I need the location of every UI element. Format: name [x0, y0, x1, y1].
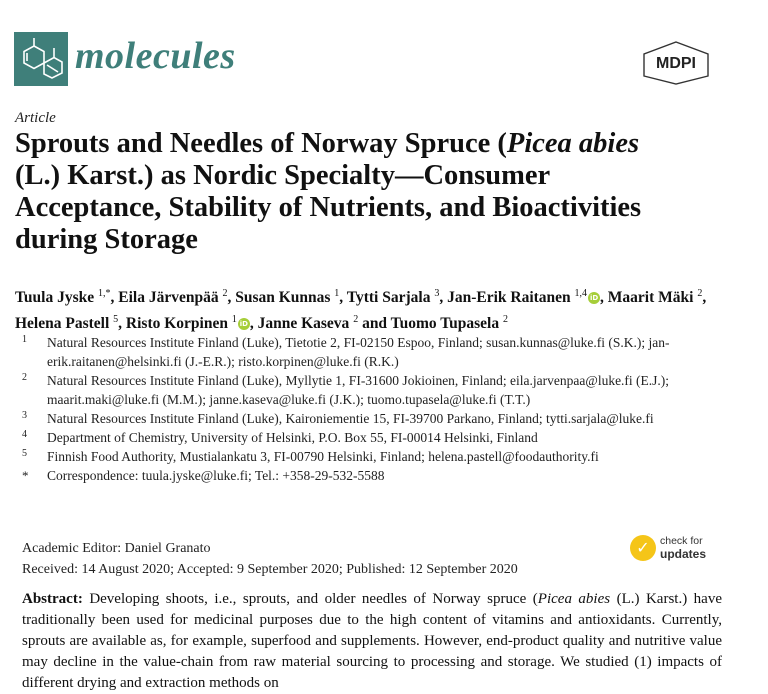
author-affiliation-ref: 1,4 [574, 288, 588, 299]
affiliation-text: Finnish Food Authority, Mustialankatu 3, FI-00790 Helsinki, Finland; helena.pastell@foodauthority.fi [47, 449, 599, 464]
author-affiliation-ref: 2 [502, 314, 508, 326]
check-icon: ✓ [630, 535, 656, 561]
author [447, 289, 600, 306]
author-affiliation-ref: 2 [353, 314, 359, 326]
author-name: Jan-Erik Raitanen [447, 289, 575, 307]
affiliation-item [22, 447, 742, 466]
affiliation-text: Natural Resources Institute Finland (Luke), Myllytie 1, FI-31600 Jokioinen, Finland; eila.jarvenpaa@luke.fi (E.J.); maarit.maki@luke.fi (M.M.); janne.kaseva@luke.fi (J.K.); tuomo.tupasela@luke.fi (T.T.) [47, 373, 670, 407]
title-species: Picea abies [506, 128, 640, 159]
author-affiliation-ref: 2 [222, 288, 228, 299]
abstract-text1: Developing shoots, i.e., sprouts, and older needles of Norway spruce ( [89, 591, 538, 607]
author-affiliation-ref: 3 [434, 288, 440, 299]
author [15, 315, 118, 332]
affiliation-item [22, 409, 742, 428]
author-name: Susan Kunnas [235, 289, 335, 307]
abstract-label: Abstract: [22, 591, 83, 607]
academic-editor: Academic Editor: Daniel Granato [22, 541, 211, 556]
affiliation-number: * [22, 468, 29, 483]
check-updates-line2: updates [660, 547, 707, 561]
title-part2: (L.) Karst.) as Nordic Specialty—Consumer Acceptance, Stability of Nutrients, and Bioactivities during Storage [15, 160, 642, 255]
author-conjunction: and [362, 315, 391, 333]
affiliation-item [22, 333, 742, 371]
title-part1: Sprouts and Needles of Norway Spruce ( [15, 128, 507, 159]
affiliation-item [22, 466, 742, 485]
check-updates-line1: check for [660, 535, 703, 547]
affiliation-text: Natural Resources Institute Finland (Luke), Kaironiementie 15, FI-39700 Parkano, Finland; tytti.sarjala@luke.fi [47, 411, 654, 426]
orcid-icon[interactable]: iD [239, 320, 248, 329]
affiliation-text: Department of Chemistry, University of Helsinki, P.O. Box 55, FI-00014 Helsinki, Finland [47, 430, 538, 445]
author-name: Maarit Mäki [607, 289, 698, 307]
author [15, 289, 111, 306]
affiliation-number: 4 [22, 429, 27, 440]
author-name: Tuula Jyske [15, 289, 98, 307]
affiliation-number: 1 [22, 334, 27, 345]
author-name: Tuomo Tupasela [390, 315, 503, 333]
author-name: Helena Pastell [15, 315, 114, 333]
orcid-icon[interactable]: iD [589, 294, 599, 303]
author-affiliation-ref: 1,* [98, 288, 111, 299]
author-affiliation-ref: 5 [113, 314, 119, 326]
author-name: Janne Kaseva [257, 315, 354, 333]
publication-dates: Received: 14 August 2020; Accepted: 9 September 2020; Published: 12 September 2020 [22, 562, 518, 577]
author-name: Tytti Sarjala [346, 289, 435, 307]
affiliation-number: 5 [22, 448, 27, 459]
affiliation-list [22, 333, 742, 485]
publisher-logo [640, 40, 712, 86]
affiliation-text: Natural Resources Institute Finland (Luke), Tietotie 2, FI-02150 Espoo, Finland; susan.kunnas@luke.fi (S.K.); jan-erik.raitanen@helsinki.fi (J.-E.R.); risto.korpinen@luke.fi (R.K.) [47, 335, 670, 369]
author [608, 289, 703, 306]
author-list: Tuula Jyske $^{1,*}$, Eila Järvenpää $^2$, Susan Kunnas $^1$, Tytti Sarjala $^3$, Jan-Erik Raitanen $^{1,4}$ iD , Maarit Mäki $^2$, Helena Pastell $^5$, Risto Korpinen $^1$ iD , Janne Kaseva $^2$ and Tuomo Tupasela $^2$ [15, 288, 707, 333]
author [118, 289, 227, 306]
author-name: Risto Korpinen [125, 315, 232, 333]
affiliation-item [22, 428, 742, 447]
abstract-species: Picea abies [537, 591, 611, 607]
check-for-updates-badge[interactable] [630, 533, 720, 565]
publisher-name: MDPI [656, 55, 696, 72]
article-meta [22, 538, 518, 580]
author [258, 315, 359, 332]
author-name: Eila Järvenpää [118, 289, 223, 307]
author [235, 289, 339, 306]
molecule-icon [14, 32, 68, 86]
paper-title [15, 128, 655, 256]
abstract-text2: (L.) Karst.) have traditionally been used for medicinal purposes due to the high content of vitamins and antioxidants. Currently, sprouts are available as, for example, superfood and supplements. However, end-product quality and nutritive value may decline in the value-chain from raw material sourcing to processing and storage. We studied (1) impacts of different drying and extraction methods on [22, 591, 722, 691]
affiliation-text: Correspondence: tuula.jyske@luke.fi; Tel.: +358-29-532-5588 [47, 468, 385, 483]
abstract [22, 589, 722, 694]
affiliation-item [22, 371, 742, 409]
affiliation-number: 2 [22, 372, 27, 383]
author [347, 289, 440, 306]
author [126, 315, 250, 332]
journal-logo [14, 32, 68, 86]
author-affiliation-ref: 1 [334, 288, 340, 299]
affiliation-number: 3 [22, 410, 27, 421]
author-affiliation-ref: 1 [231, 314, 237, 326]
journal-name: molecules [75, 35, 236, 77]
author [391, 315, 508, 332]
author-affiliation-ref: 2 [697, 288, 703, 299]
article-type: Article [15, 110, 56, 126]
